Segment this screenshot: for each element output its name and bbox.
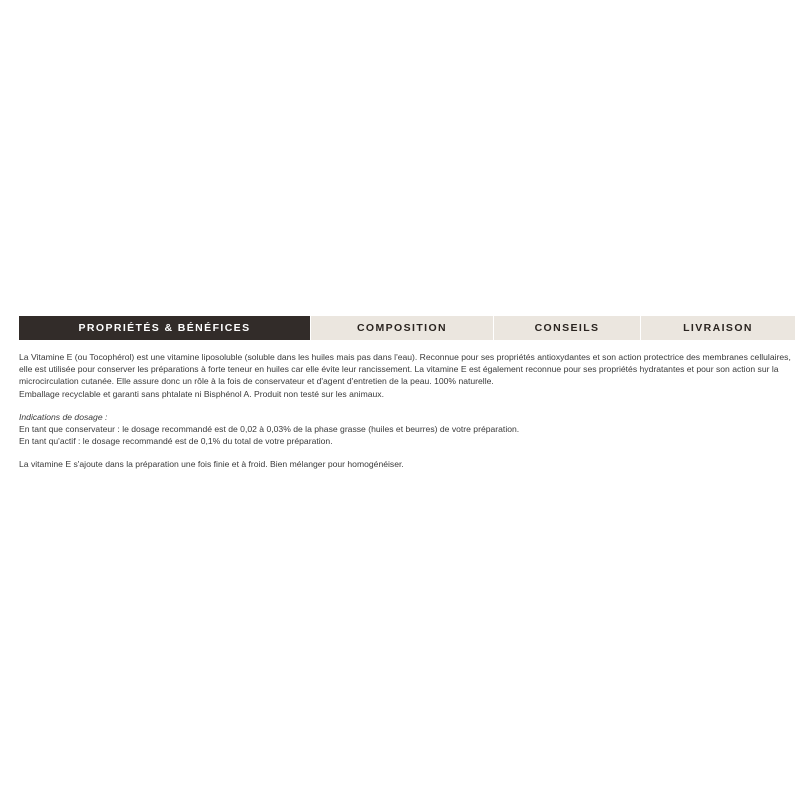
product-description: La Vitamine E (ou Tocophérol) est une vitamine liposoluble (soluble dans les huiles mais pas dans l'eau). Reconnue pour ses propriétés antioxydantes et son action protectrice des membranes cellulaires, elle est utilisée pour conserver les préparations à forte teneur en huiles car elle évite leur rancissement. La vitamine E est également reconnue pour ses propriétés hydratantes et pour son action sur la microcirculation cutanée. Elle assure donc un rôle à la fois de conservateur et d'agent d'entretien de la peau. 100% naturelle. bbox=[19, 352, 791, 387]
tab-composition[interactable]: COMPOSITION bbox=[310, 316, 493, 340]
product-tabs bbox=[19, 316, 795, 340]
dosage-heading: Indications de dosage : bbox=[19, 411, 108, 422]
tab-conseils[interactable]: CONSEILS bbox=[493, 316, 640, 340]
tab-proprietes-benefices[interactable]: PROPRIÉTÉS & BÉNÉFICES bbox=[19, 316, 310, 340]
tab-livraison[interactable]: LIVRAISON bbox=[640, 316, 795, 340]
dosage-conservateur: En tant que conservateur : le dosage recommandé est de 0,02 à 0,03% de la phase grasse (huiles et beurres) de votre préparation. bbox=[19, 424, 520, 435]
dosage-actif: En tant qu'actif : le dosage recommandé est de 0,1% du total de votre préparation. bbox=[19, 436, 333, 447]
tab-content-panel bbox=[19, 351, 795, 471]
usage-instructions: La vitamine E s'ajoute dans la préparation une fois finie et à froid. Bien mélanger pour homogénéiser. bbox=[19, 459, 404, 470]
packaging-info: Emballage recyclable et garanti sans phtalate ni Bisphénol A. Produit non testé sur les animaux. bbox=[19, 388, 384, 399]
